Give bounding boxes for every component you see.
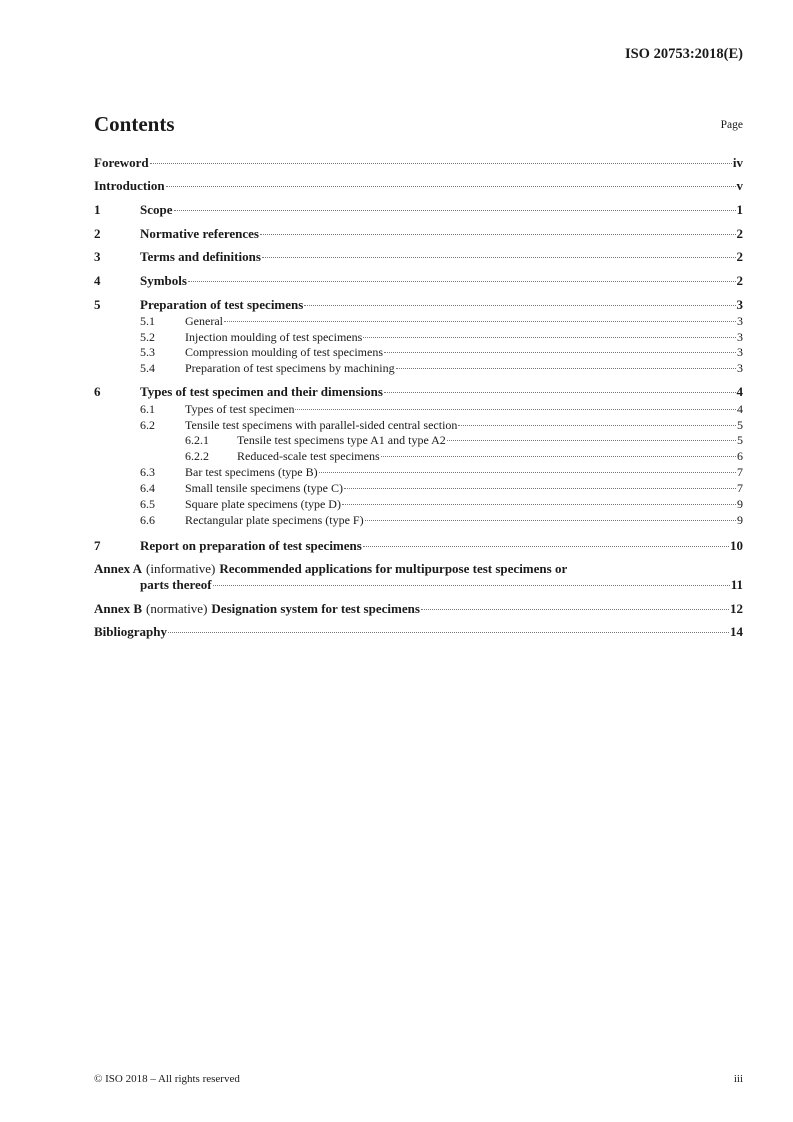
- entry-page: 3: [737, 314, 743, 328]
- dot-leader: [384, 352, 736, 353]
- entry-title: Introduction: [94, 178, 165, 193]
- entry-page: 6: [737, 449, 743, 463]
- annex-title: Designation system for test specimens: [211, 601, 420, 616]
- dot-leader: [363, 546, 729, 547]
- dot-leader: [384, 392, 736, 393]
- section-number: 5.4: [140, 361, 155, 375]
- dot-leader: [224, 321, 736, 322]
- annex-title: Recommended applications for multipurpose test specimens or: [219, 561, 568, 576]
- dot-leader: [458, 425, 736, 426]
- annex-label: Annex A: [94, 561, 143, 576]
- copyright-footer: © ISO 2018 – All rights reserved: [94, 1073, 240, 1085]
- entry-page: 9: [737, 513, 743, 527]
- section-number: 4: [94, 273, 101, 288]
- toc-entry[interactable]: [140, 345, 743, 360]
- section-number: 6.3: [140, 465, 155, 479]
- entry-page: 1: [736, 202, 743, 217]
- toc-entry[interactable]: [140, 330, 743, 345]
- section-number: 6.4: [140, 481, 155, 495]
- toc-entry[interactable]: [94, 178, 743, 194]
- entry-page: 4: [736, 384, 743, 399]
- annex-label: Annex B: [94, 601, 143, 616]
- toc-entry[interactable]: [140, 418, 743, 433]
- section-number: 5: [94, 297, 101, 312]
- entry-page: 3: [736, 297, 743, 312]
- dot-leader: [174, 210, 736, 211]
- toc-entry-annex-a-line2[interactable]: [94, 577, 743, 593]
- entry-page: 4: [737, 402, 743, 416]
- toc-entry[interactable]: [94, 155, 743, 171]
- toc-entry[interactable]: [94, 273, 743, 289]
- entry-page: 10: [730, 538, 743, 553]
- toc-entry[interactable]: [140, 314, 743, 329]
- toc-entry[interactable]: [140, 481, 743, 496]
- dot-leader: [363, 337, 736, 338]
- entry-page: 12: [730, 601, 743, 616]
- entry-title: Scope: [140, 202, 173, 217]
- dot-leader: [447, 440, 736, 441]
- entry-title: Preparation of test specimens by machining: [185, 361, 395, 375]
- entry-title: Compression moulding of test specimens: [185, 345, 383, 359]
- entry-title: Normative references: [140, 226, 259, 241]
- toc-entry[interactable]: [140, 402, 743, 417]
- entry-title: Reduced-scale test specimens: [237, 449, 380, 463]
- entry-title: Small tensile specimens (type C): [185, 481, 343, 495]
- dot-leader: [421, 609, 729, 610]
- section-number: 5.2: [140, 330, 155, 344]
- section-number: 6.2: [140, 418, 155, 432]
- entry-title: Rectangular plate specimens (type F): [185, 513, 364, 527]
- document-id: ISO 20753:2018(E): [624, 46, 743, 62]
- toc-entry[interactable]: [94, 384, 743, 400]
- toc-entry[interactable]: [140, 513, 743, 528]
- toc-entry[interactable]: [94, 202, 743, 218]
- toc-entry[interactable]: [185, 449, 743, 464]
- toc-entry-annex-a-line1[interactable]: [94, 561, 743, 577]
- page-number: iii: [733, 1073, 743, 1085]
- entry-page: 2: [736, 273, 743, 288]
- page-title: Contents: [94, 112, 175, 136]
- toc-entry[interactable]: [140, 465, 743, 480]
- entry-title: Square plate specimens (type D): [185, 497, 341, 511]
- dot-leader: [344, 488, 736, 489]
- section-number: 6.6: [140, 513, 155, 527]
- dot-leader: [342, 504, 736, 505]
- annex-kind: (normative): [146, 601, 208, 616]
- entry-title: Types of test specimen: [185, 402, 295, 416]
- entry-page: 14: [730, 624, 743, 639]
- entry-page: 9: [737, 497, 743, 511]
- dot-leader: [262, 257, 736, 258]
- entry-title: Injection moulding of test specimens: [185, 330, 363, 344]
- entry-page: 3: [737, 345, 743, 359]
- annex-kind: (informative): [146, 561, 216, 576]
- section-number: 6.5: [140, 497, 155, 511]
- entry-page: 7: [737, 481, 743, 495]
- entry-page: 3: [737, 330, 743, 344]
- dot-leader: [396, 368, 736, 369]
- dot-leader: [381, 456, 736, 457]
- section-number: 6: [94, 384, 101, 399]
- toc-entry-annex-b[interactable]: [94, 601, 743, 617]
- entry-title: Bibliography: [94, 624, 167, 639]
- toc-entry[interactable]: [140, 361, 743, 376]
- toc-entry[interactable]: [94, 297, 743, 313]
- entry-title: Terms and definitions: [140, 249, 261, 264]
- entry-page: 5: [737, 433, 743, 447]
- entry-title: Types of test specimen and their dimensions: [140, 384, 383, 399]
- section-number: 6.2.2: [185, 449, 209, 463]
- toc-entry[interactable]: [140, 497, 743, 512]
- toc-entry[interactable]: [185, 433, 743, 448]
- section-number: 3: [94, 249, 101, 264]
- dot-leader: [168, 632, 729, 633]
- dot-leader: [150, 163, 732, 164]
- annex-title-cont: parts thereof: [140, 577, 212, 592]
- dot-leader: [319, 472, 736, 473]
- dot-leader: [188, 281, 736, 282]
- entry-page: v: [736, 178, 743, 193]
- section-number: 1: [94, 202, 101, 217]
- entry-title: General: [185, 314, 223, 328]
- toc-entry[interactable]: [94, 249, 743, 265]
- entry-title: Preparation of test specimens: [140, 297, 304, 312]
- entry-title: Tensile test specimens with parallel-sided central section: [185, 418, 458, 432]
- dot-leader: [304, 305, 735, 306]
- entry-title: Tensile test specimens type A1 and type A2: [237, 433, 446, 447]
- dot-leader: [166, 186, 736, 187]
- toc-entry[interactable]: [94, 538, 743, 554]
- dot-leader: [295, 409, 736, 410]
- entry-page: 11: [730, 577, 743, 592]
- section-number: 7: [94, 538, 101, 553]
- section-number: 5.3: [140, 345, 155, 359]
- entry-page: 2: [736, 249, 743, 264]
- entry-title: Report on preparation of test specimens: [140, 538, 362, 553]
- section-number: 5.1: [140, 314, 155, 328]
- entry-page: iv: [732, 155, 743, 170]
- entry-title: Symbols: [140, 273, 187, 288]
- entry-title: Bar test specimens (type B): [185, 465, 318, 479]
- entry-title: Foreword: [94, 155, 149, 170]
- dot-leader: [213, 585, 730, 586]
- page-column-label: Page: [720, 119, 743, 131]
- section-number: 6.2.1: [185, 433, 209, 447]
- entry-page: 5: [737, 418, 743, 432]
- section-number: 6.1: [140, 402, 155, 416]
- toc-entry-bibliography[interactable]: [94, 624, 743, 640]
- dot-leader: [365, 520, 736, 521]
- toc-entry[interactable]: [94, 226, 743, 242]
- entry-page: 7: [737, 465, 743, 479]
- entry-page: 2: [736, 226, 743, 241]
- section-number: 2: [94, 226, 101, 241]
- entry-page: 3: [737, 361, 743, 375]
- dot-leader: [260, 234, 736, 235]
